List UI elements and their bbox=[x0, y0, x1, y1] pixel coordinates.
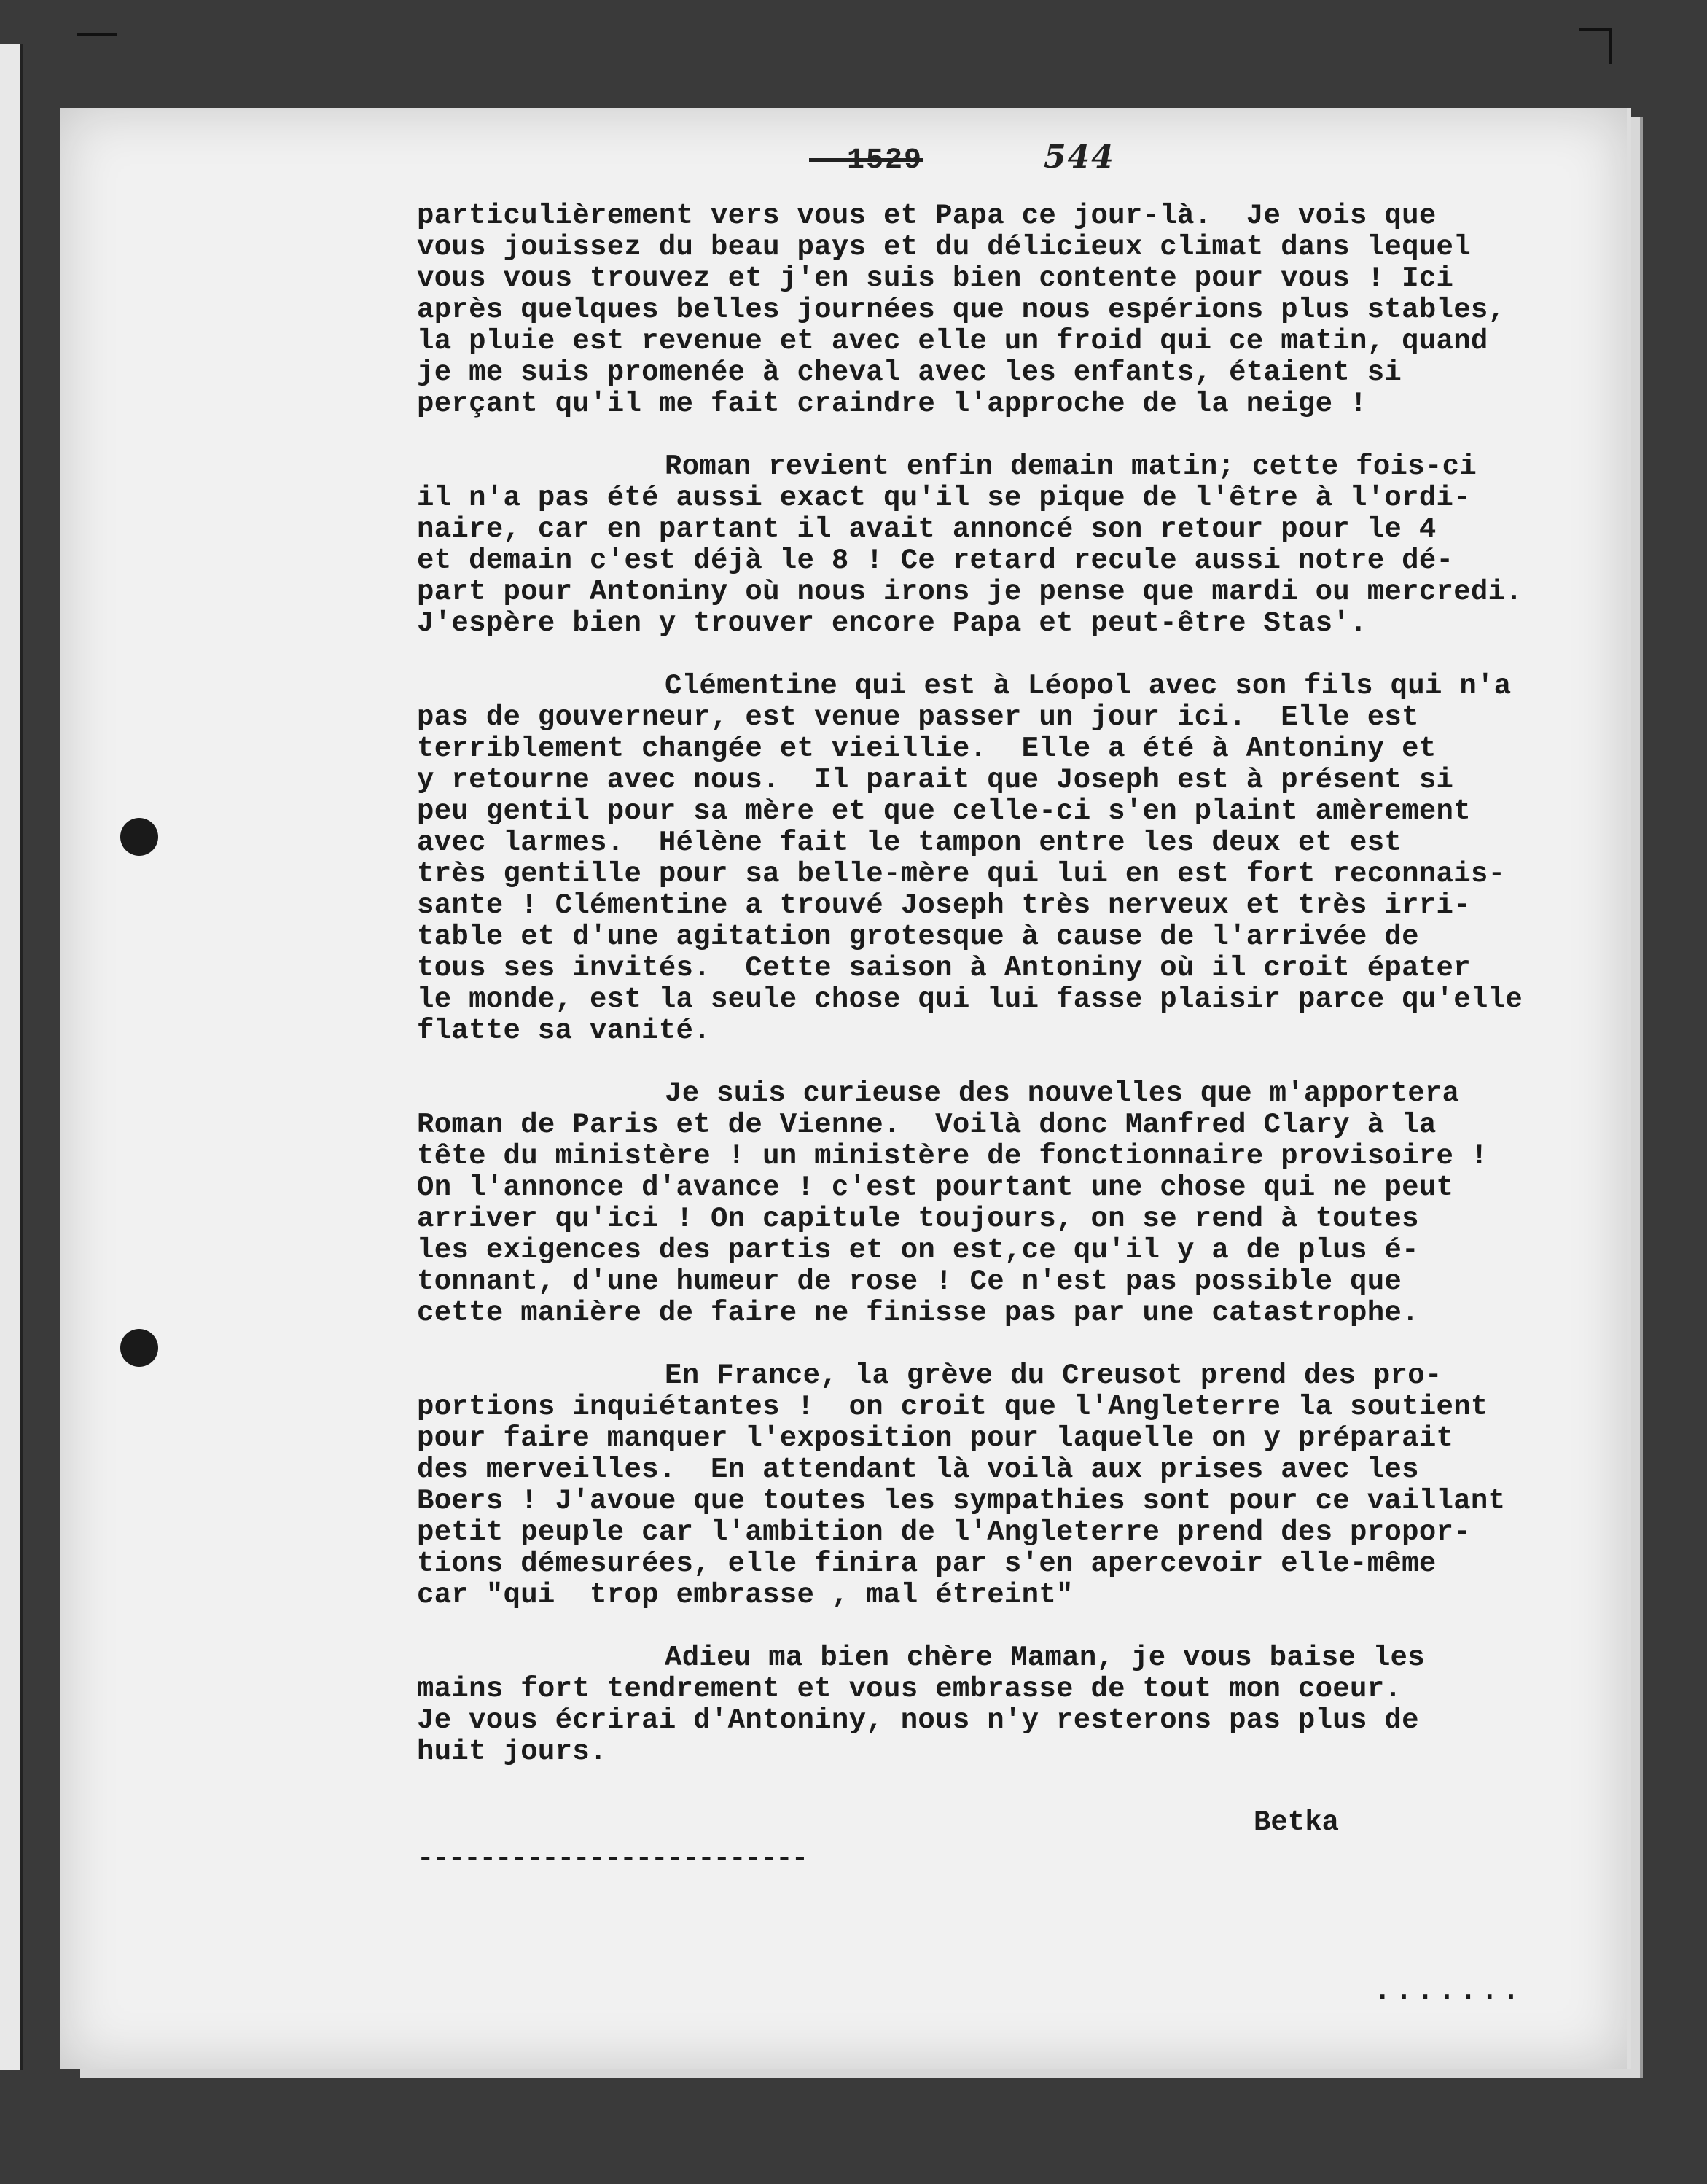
text-line: y retourne avec nous. Il parait que Joseph est à présent si bbox=[417, 764, 1454, 796]
text-line: avec larmes. Hélène fait le tampon entre les deux et est bbox=[417, 827, 1402, 859]
text-line: cette manière de faire ne finisse pas par une catastrophe. bbox=[417, 1297, 1419, 1329]
text-line: sante ! Clémentine a trouvé Joseph très nerveux et très irri- bbox=[417, 889, 1471, 921]
text-line: il n'a pas été aussi exact qu'il se pique de l'être à l'ordi- bbox=[417, 482, 1471, 514]
paragraph bbox=[417, 200, 1620, 420]
text-line: arriver qu'ici ! On capitule toujours, on se rend à toutes bbox=[417, 1203, 1419, 1235]
crop-mark bbox=[1579, 28, 1612, 31]
text-line: part pour Antoniny où nous irons je pense que mardi ou mercredi. bbox=[417, 576, 1523, 608]
text-line: Je vous écrirai d'Antoniny, nous n'y resterons pas plus de bbox=[417, 1704, 1419, 1736]
text-line: pas de gouverneur, est venue passer un jour ici. Elle est bbox=[417, 701, 1419, 733]
crop-mark bbox=[77, 33, 117, 36]
text-line: vous jouissez du beau pays et du délicieux climat dans lequel bbox=[417, 231, 1471, 263]
text-line: tions démesurées, elle finira par s'en apercevoir elle-même bbox=[417, 1548, 1437, 1580]
text-line: tête du ministère ! un ministère de fonctionnaire provisoire ! bbox=[417, 1140, 1488, 1172]
crop-mark bbox=[1609, 28, 1612, 64]
text-line: et demain c'est déjà le 8 ! Ce retard recule aussi notre dé- bbox=[417, 545, 1454, 577]
paragraph bbox=[417, 1078, 1620, 1329]
punch-hole bbox=[120, 818, 158, 856]
text-line: les exigences des partis et on est,ce qu'il y a de plus é- bbox=[417, 1234, 1419, 1266]
punch-hole bbox=[120, 1329, 158, 1367]
text-line: table et d'une agitation grotesque à cause de l'arrivée de bbox=[417, 921, 1419, 953]
text-line: En France, la grève du Creusot prend des pro- bbox=[665, 1360, 1442, 1392]
page-number bbox=[809, 139, 1115, 177]
text-line: huit jours. bbox=[417, 1736, 607, 1768]
text-line: peu gentil pour sa mère et que celle-ci s'en plaint amèrement bbox=[417, 795, 1471, 827]
old-page-number: - 1529 bbox=[809, 144, 923, 177]
text-line: tous ses invités. Cette saison à Antoniny où il croit épater bbox=[417, 952, 1471, 984]
text-line: la pluie est revenue et avec elle un froid qui ce matin, quand bbox=[417, 325, 1488, 357]
text-line: des merveilles. En attendant là voilà aux prises avec les bbox=[417, 1454, 1419, 1486]
text-line: je me suis promenée à cheval avec les enfants, étaient si bbox=[417, 356, 1402, 389]
text-line: terriblement changée et vieillie. Elle a été à Antoniny et bbox=[417, 733, 1437, 765]
text-line: après quelques belles journées que nous espérions plus stables, bbox=[417, 294, 1506, 326]
text-line: Adieu ma bien chère Maman, je vous baise les bbox=[665, 1642, 1425, 1674]
text-line: J'espère bien y trouver encore Papa et peut-être Stas'. bbox=[417, 607, 1367, 639]
letter-body bbox=[417, 200, 1620, 1799]
continuation-dots: ....... bbox=[1374, 1976, 1524, 2008]
text-line: Roman de Paris et de Vienne. Voilà donc Manfred Clary à la bbox=[417, 1109, 1437, 1141]
text-line: Boers ! J'avoue que toutes les sympathies sont pour ce vaillant bbox=[417, 1485, 1506, 1517]
text-line: On l'annonce d'avance ! c'est pourtant une chose qui ne peut bbox=[417, 1171, 1454, 1204]
text-line: car "qui trop embrasse , mal étreint" bbox=[417, 1579, 1074, 1611]
text-line: tonnant, d'une humeur de rose ! Ce n'est pas possible que bbox=[417, 1265, 1402, 1298]
paragraph bbox=[417, 1642, 1620, 1768]
text-line: Roman revient enfin demain matin; cette fois-ci bbox=[665, 451, 1477, 483]
text-line: Je suis curieuse des nouvelles que m'apportera bbox=[665, 1077, 1460, 1109]
text-line: naire, car en partant il avait annoncé son retour pour le 4 bbox=[417, 513, 1437, 545]
text-line: Clémentine qui est à Léopol avec son fils qui n'a bbox=[665, 670, 1512, 702]
text-line: portions inquiétantes ! on croit que l'Angleterre la soutient bbox=[417, 1391, 1488, 1423]
text-line: vous vous trouvez et j'en suis bien contente pour vous ! Ici bbox=[417, 262, 1454, 295]
paragraph bbox=[417, 451, 1620, 639]
new-page-number: 544 bbox=[1044, 139, 1115, 176]
text-line: perçant qu'il me fait craindre l'approche de la neige ! bbox=[417, 388, 1367, 420]
text-line: particulièrement vers vous et Papa ce jour-là. Je vois que bbox=[417, 200, 1437, 232]
signature: Betka bbox=[1254, 1806, 1340, 1838]
text-line: le monde, est la seule chose qui lui fasse plaisir parce qu'elle bbox=[417, 983, 1523, 1015]
binder-edge bbox=[0, 44, 23, 2070]
text-line: pour faire manquer l'exposition pour laquelle on y préparait bbox=[417, 1422, 1454, 1454]
text-line: flatte sa vanité. bbox=[417, 1015, 711, 1047]
text-line: mains fort tendrement et vous embrasse de tout mon coeur. bbox=[417, 1673, 1402, 1705]
text-line: très gentille pour sa belle-mère qui lui en est fort reconnais- bbox=[417, 858, 1506, 890]
paragraph bbox=[417, 671, 1620, 1047]
text-line: petit peuple car l'ambition de l'Angleterre prend des propor- bbox=[417, 1516, 1471, 1548]
separator-rule: ------------------------- bbox=[417, 1843, 808, 1875]
paragraph bbox=[417, 1360, 1620, 1611]
